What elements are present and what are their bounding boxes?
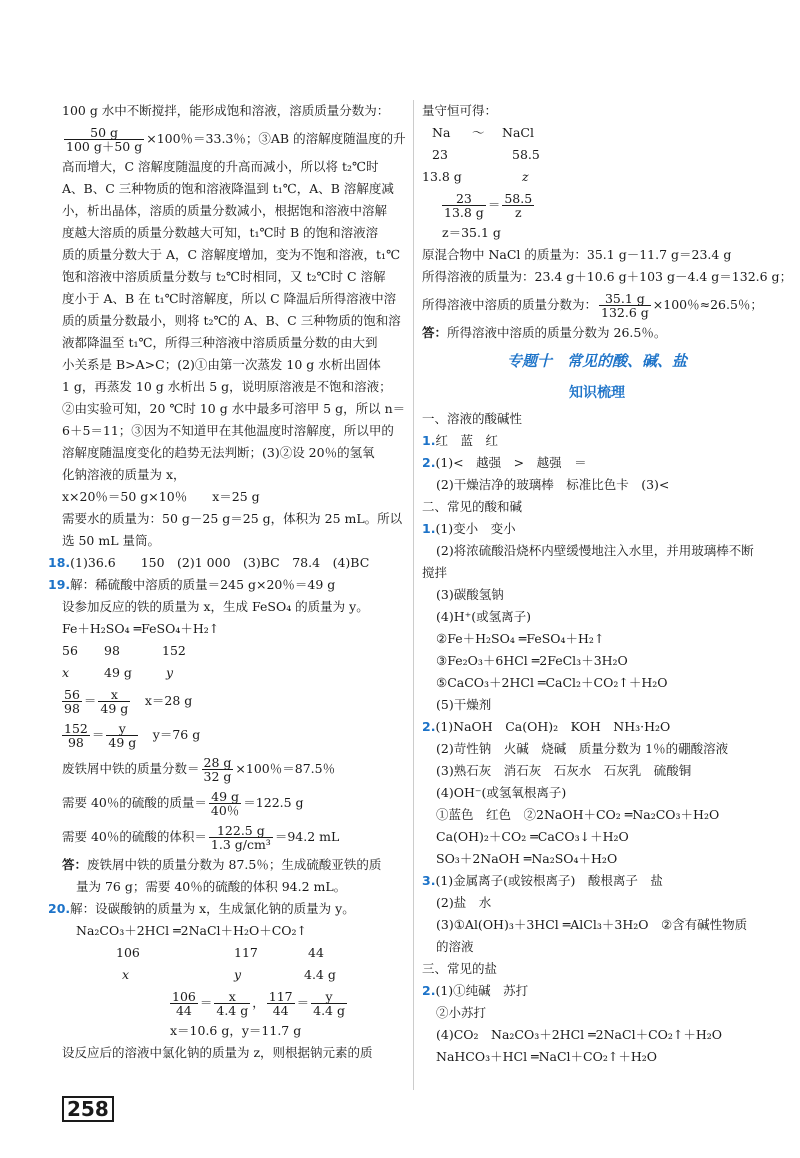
proportion: $\frac{152}{98}$ ＝ $\frac{y}{49 g}$ y＝76 g [64, 721, 201, 750]
text-line: 小关系是 B>A>C；(2)①由第一次蒸发 10 g 水析出固体 [62, 357, 381, 372]
text-line: 选 50 mL 量筒。 [62, 533, 160, 548]
section-heading: 二、常见的酸和碱 [422, 499, 523, 514]
text-line: 质的质量分数最小，则将 t₂℃的 A、B、C 三种物质的饱和溶 [62, 313, 401, 328]
column-divider [413, 100, 414, 1090]
equation: NaHCO₃＋HCl ═NaCl＋CO₂↑＋H₂O [436, 1049, 657, 1064]
equation: Na₂CO₃＋2HCl ═2NaCl＋H₂O＋CO₂↑ [76, 923, 307, 938]
ratio-row: Na ～ NaCl [432, 125, 534, 140]
value-row: x y 4.4 g [122, 967, 336, 982]
proportion: $\frac{23}{13.8 g}$ ＝ $\frac{58.5}{z}$ [444, 191, 533, 220]
equation: ③Fe₂O₃＋6HCl ═2FeCl₃＋3H₂O [436, 653, 628, 668]
equation: Ca(OH)₂＋CO₂ ═CaCO₃↓＋H₂O [436, 829, 629, 844]
text-line: (4)H⁺(或氢离子) [436, 609, 531, 624]
text-line: 的溶液 [436, 939, 474, 954]
text-line: 100 g 水中不断搅拌，能形成饱和溶液，溶质质量分数为： [62, 103, 390, 118]
text-line: 所得溶液的质量为：23.4 g＋10.6 g＋103 g－4.4 g＝132.6 g； [422, 269, 793, 284]
proportion: $\frac{106}{44}$ ＝ $\frac{x}{4.4 g}$ ， $\frac{117}{44}$ ＝ $\frac{y}{4.4 g}$ [172, 989, 345, 1018]
text-line: (2)苛性钠 火碱 烧碱 质量分数为 1％的硼酸溶液 [436, 741, 729, 756]
text-line: 溶解度随温度变化的趋势无法判断；(3)②设 20％的氢氧 [62, 445, 375, 460]
text-line: 液都降温至 t₁℃，所得三种溶液中溶质质量分数的由大到 [62, 335, 378, 350]
calc-line: 所得溶液中溶质的质量分数为： $\frac{35.1 g}{132.6 g}$ ×100％≈26.5％； [422, 291, 763, 320]
result: x＝10.6 g，y＝11.7 g [170, 1023, 302, 1038]
equation: ①蓝色 红色 ②2NaOH＋CO₂ ═Na₂CO₃＋H₂O [436, 807, 720, 822]
text-line: (5)干燥剂 [436, 697, 492, 712]
molar-mass-row: 56 98 152 [62, 643, 186, 658]
question-19: 19.解：稀硫酸中溶质的质量＝245 g×20％＝49 g [48, 577, 336, 592]
answer-line: 答：所得溶液中溶质的质量分数为 26.5％。 [422, 325, 667, 340]
text-line: 饱和溶液中溶质质量分数与 t₂℃时相同，又 t₂℃时 C 溶解 [62, 269, 386, 284]
text-line: A、B、C 三种物质的饱和溶液降温到 t₁℃，A、B 溶解度减 [62, 181, 394, 196]
item: 1.红 蓝 红 [422, 433, 498, 448]
text-line: 高而增大，C 溶解度随温度的升高而减小，所以将 t₂℃时 [62, 159, 379, 174]
text-line: 设反应后的溶液中氯化钠的质量为 z，则根据钠元素的质 [62, 1045, 373, 1060]
topic-title: 专题十 常见的酸、碱、盐 [506, 352, 687, 370]
item: 2.(1)①纯碱 苏打 [422, 983, 529, 998]
item: 2.(1)NaOH Ca(OH)₂ KOH NH₃·H₂O [422, 719, 671, 734]
page-number: 258 [62, 1096, 114, 1122]
text-line: 小，析出晶体，溶质的质量分数减小，根据饱和溶液中溶解 [62, 203, 388, 218]
answer-line: 量为 76 g；需要 40％的硫酸的体积 94.2 mL。 [76, 879, 347, 894]
molar-mass-row: 106 117 44 [116, 945, 324, 960]
text-line: 1 g，再蒸发 10 g 水析出 5 g，说明原溶液是不饱和溶液； [62, 379, 392, 394]
calc-line: 需要 40％的硫酸的体积＝ $\frac{122.5 g}{\text{1.3 g/cm³}}$ ＝94.2 mL [62, 823, 340, 852]
item: 3.(1)金属离子(或铵根离子) 酸根离子 盐 [422, 873, 663, 888]
text-line: 度越大溶质的质量分数越大可知，t₁℃时 B 的饱和溶液溶 [62, 225, 379, 240]
item: 2.(1)< 越强 > 越强 ＝ [422, 455, 587, 470]
section-heading: 一、溶液的酸碱性 [422, 411, 523, 426]
text-line: 质的质量分数大于 A，C 溶解度增加，变为不饱和溶液，t₁℃ [62, 247, 401, 262]
calc-line: 需要 40％的硫酸的质量＝ $\frac{49 g}{40\%}$ ＝122.5 g [62, 789, 304, 818]
ratio-row: 23 58.5 [432, 147, 540, 162]
item: 1.(1)变小 变小 [422, 521, 516, 536]
section-heading: 三、常见的盐 [422, 961, 498, 976]
text-line: 量守恒可得： [422, 103, 498, 118]
calc-line: 废铁屑中铁的质量分数＝ $\frac{28 g}{32 g}$ ×100％＝87.5％ [62, 755, 336, 784]
answer-line: 答：废铁屑中铁的质量分数为 87.5％；生成硫酸亚铁的质 [62, 857, 382, 872]
text-line: 度小于 A、B 在 t₁℃时溶解度，所以 C 降温后所得溶液中溶 [62, 291, 397, 306]
text-line: ②小苏打 [436, 1005, 487, 1020]
text-line: (4)OH⁻(或氢氧根离子) [436, 785, 567, 800]
text-line: 原混合物中 NaCl 的质量为：35.1 g－11.7 g＝23.4 g [422, 247, 732, 262]
text-line: 搅拌 [422, 565, 448, 580]
equation: SO₃＋2NaOH ═Na₂SO₄＋H₂O [436, 851, 618, 866]
question-18: 18.(1)36.6 150 (2)1 000 (3)BC 78.4 (4)BC [48, 555, 370, 570]
equation: (3)①Al(OH)₃＋3HCl ═AlCl₃＋3H₂O ②含有碱性物质 [436, 917, 748, 932]
text-line: 设参加反应的铁的质量为 x，生成 FeSO₄ 的质量为 y。 [62, 599, 369, 614]
text-line: ②由实验可知，20 ℃时 10 g 水中最多可溶甲 5 g，所以 n＝ [62, 401, 406, 416]
equation: (4)CO₂ Na₂CO₃＋2HCl ═2NaCl＋CO₂↑＋H₂O [436, 1027, 723, 1042]
equation: ②Fe＋H₂SO₄ ═FeSO₄＋H₂↑ [436, 631, 605, 646]
text-line: (3)熟石灰 消石灰 石灰水 石灰乳 硫酸铜 [436, 763, 692, 778]
text-line: (2)盐 水 [436, 895, 492, 910]
fraction: $\frac{50 g}{100 g+50 g}$ [66, 125, 143, 154]
text-line: (2)干燥洁净的玻璃棒 标准比色卡 (3)< [436, 477, 670, 492]
proportion: $\frac{56}{98}$ ＝ $\frac{x}{49 g}$ x＝28 g [64, 687, 193, 716]
text-line: x×20％＝50 g×10％ x＝25 g [62, 489, 260, 504]
text-line: 需要水的质量为：50 g－25 g＝25 g，体积为 25 mL。所以 [62, 511, 403, 526]
text-line: (2)将浓硫酸沿烧杯内壁缓慢地注入水里，并用玻璃棒不断 [436, 543, 754, 558]
ratio-row: 13.8 g z [422, 169, 529, 184]
text-line: 6＋5＝11；③因为不知道甲在其他温度时溶解度，所以甲的 [62, 423, 394, 438]
value-row: x 49 g y [62, 665, 174, 680]
equation: Fe＋H₂SO₄ ═FeSO₄＋H₂↑ [62, 621, 220, 636]
equation: ⑤CaCO₃＋2HCl ═CaCl₂＋CO₂↑＋H₂O [436, 675, 668, 690]
right-column [422, 100, 793, 1068]
fraction-line: $\frac{50 g}{100 g+50 g}$ ×100％＝33.3％；③AB 的溶解度随温度的升 [66, 125, 406, 154]
left-column [48, 100, 407, 1064]
text-line: 化钠溶液的质量为 x， [62, 467, 186, 482]
section-title: 知识梳理 [569, 385, 625, 401]
result: z＝35.1 g [442, 225, 501, 240]
question-20: 20.解：设碳酸钠的质量为 x，生成氯化钠的质量为 y。 [48, 901, 355, 916]
text-line: (3)碳酸氢钠 [436, 587, 504, 602]
